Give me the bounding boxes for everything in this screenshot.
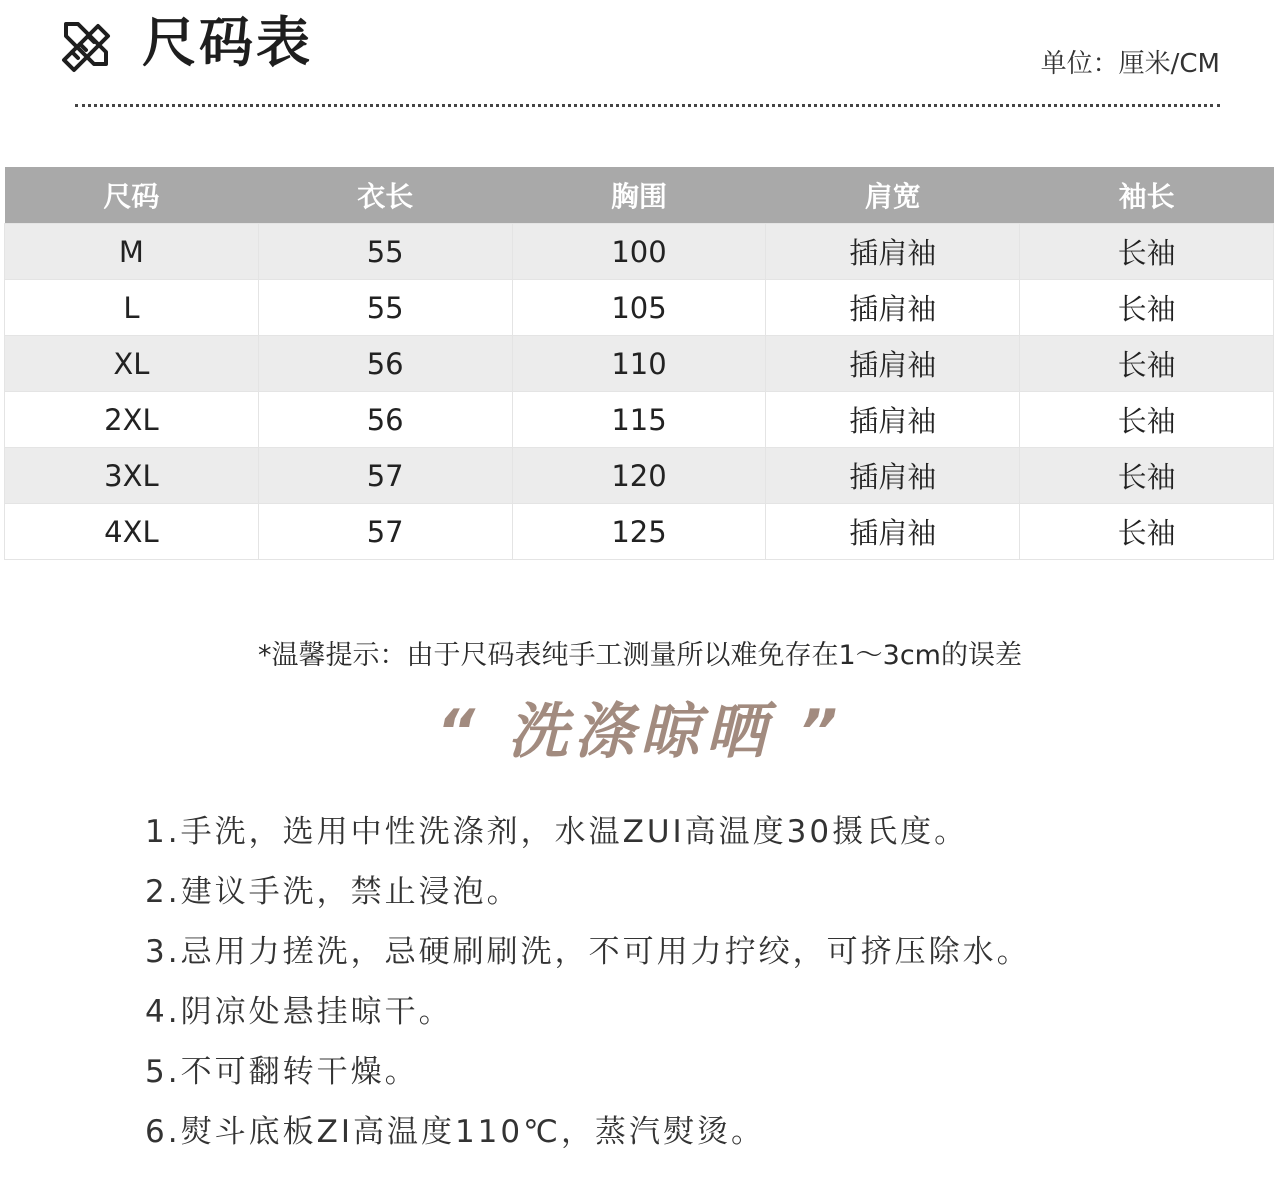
- table-cell: 长袖: [1020, 224, 1274, 280]
- table-cell: 55: [258, 224, 512, 280]
- care-instruction: 5.不可翻转干燥。: [145, 1054, 419, 1090]
- table-cell: 57: [258, 448, 512, 504]
- table-cell: 插肩袖: [766, 504, 1020, 560]
- table-cell: 55: [258, 280, 512, 336]
- table-cell: 长袖: [1020, 504, 1274, 560]
- table-row: [5, 280, 1274, 336]
- table-cell: 插肩袖: [766, 280, 1020, 336]
- column-header: 衣长: [258, 167, 512, 224]
- table-cell: 长袖: [1020, 448, 1274, 504]
- table-cell: 100: [512, 224, 766, 280]
- care-instructions-list: [145, 802, 1031, 1162]
- column-header: 胸围: [512, 167, 766, 224]
- table-cell: 插肩袖: [766, 224, 1020, 280]
- table-header-row: [5, 167, 1274, 224]
- table-cell: 插肩袖: [766, 392, 1020, 448]
- table-cell: M: [5, 224, 259, 280]
- table-cell: 57: [258, 504, 512, 560]
- page-title: 尺码表: [142, 11, 313, 74]
- table-cell: 120: [512, 448, 766, 504]
- size-table: [4, 167, 1274, 560]
- measurement-tip: *温馨提示：由于尺码表纯手工测量所以难免存在1～3cm的误差: [257, 640, 1022, 671]
- unit-label: 单位：厘米/CM: [1040, 49, 1220, 79]
- table-cell: 110: [512, 336, 766, 392]
- table-row: [5, 336, 1274, 392]
- column-header: 袖长: [1020, 167, 1274, 224]
- column-header: 尺码: [5, 167, 259, 224]
- table-cell: 长袖: [1020, 392, 1274, 448]
- dotted-divider: [75, 104, 1220, 107]
- table-cell: 3XL: [5, 448, 259, 504]
- table-cell: 56: [258, 336, 512, 392]
- column-header: 肩宽: [766, 167, 1020, 224]
- table-row: [5, 448, 1274, 504]
- care-instruction: 1.手洗，选用中性洗涤剂，水温ZUI高温度30摄氏度。: [145, 814, 969, 850]
- table-cell: 115: [512, 392, 766, 448]
- wash-section-title: “ 洗涤晾晒 ”: [436, 697, 844, 767]
- table-row: [5, 392, 1274, 448]
- ruler-pencil-icon: [58, 16, 116, 74]
- table-cell: XL: [5, 336, 259, 392]
- table-cell: 长袖: [1020, 280, 1274, 336]
- table-cell: 56: [258, 392, 512, 448]
- table-row: [5, 224, 1274, 280]
- page-header: [0, 0, 1280, 120]
- care-instruction: 2.建议手洗，禁止浸泡。: [145, 874, 521, 910]
- table-cell: 插肩袖: [766, 448, 1020, 504]
- care-instruction: 6.熨斗底板ZI高温度110℃，蒸汽熨烫。: [145, 1114, 765, 1150]
- table-cell: L: [5, 280, 259, 336]
- care-instruction: 3.忌用力搓洗，忌硬刷刷洗，不可用力拧绞，可挤压除水。: [145, 934, 1031, 970]
- table-cell: 105: [512, 280, 766, 336]
- care-instruction: 4.阴凉处悬挂晾干。: [145, 994, 453, 1030]
- table-cell: 4XL: [5, 504, 259, 560]
- table-cell: 2XL: [5, 392, 259, 448]
- table-cell: 插肩袖: [766, 336, 1020, 392]
- table-cell: 长袖: [1020, 336, 1274, 392]
- table-row: [5, 504, 1274, 560]
- table-cell: 125: [512, 504, 766, 560]
